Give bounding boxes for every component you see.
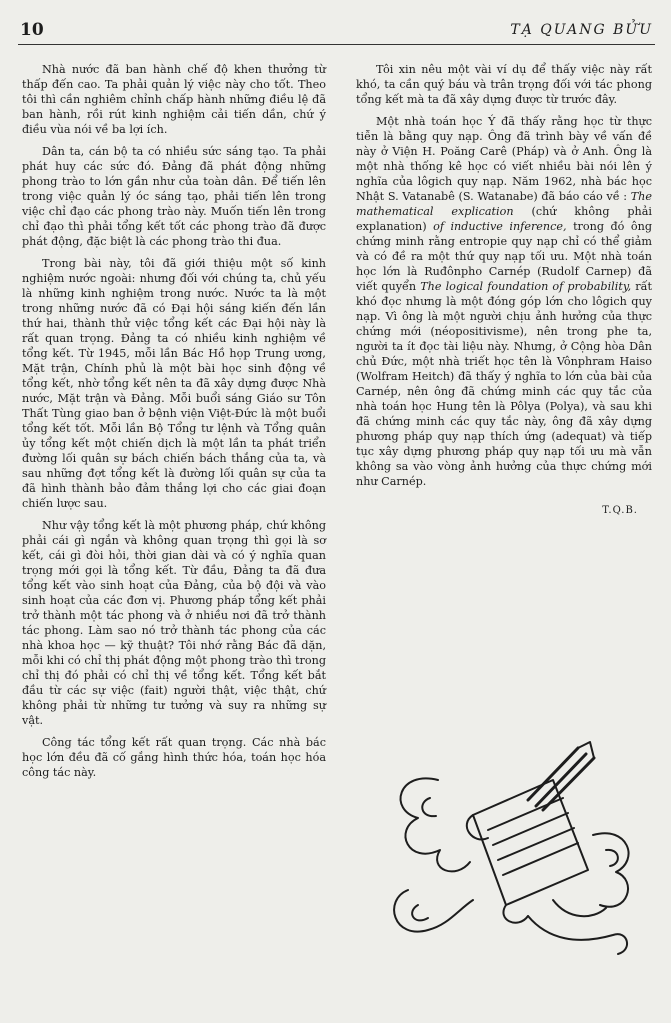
left-column — [22, 62, 326, 787]
ribbon — [553, 900, 606, 916]
cited-title: The mathematical explication — [356, 190, 652, 218]
text-run: Một nhà toán học Ý đã thấy rằng học từ thực tiễn là bằng quy nạp. Ông đã trình bày về vấn đề này ở Viện H. Poăng Carê (Pháp) và ở Anh. Ông là một nhà thống kê học có viết nhiều bài nói lên ý nghĩa của lôgich quy nạp. Năm 1962, nhà bác học Nhật S. Vatanabê (S. Watanabe) đã báo cáo về : — [356, 115, 652, 203]
paragraph: Nhà nước đã ban hành chế độ khen thưởng từ thấp đến cao. Ta phải quản lý việc này cho tốt. Theo tôi thì cần nghiêm chỉnh chấp hành những điều lệ đã ban hành, rồi rút kinh nghiệm cải tiến dần, chứ ý điều vùa nói về ba lợi ích. — [22, 63, 326, 136]
cloud-swirl-bottom-inner — [412, 905, 428, 920]
text-run: rất khó đọc nhưng là một đóng góp lớn cho lôgich quy nạp. Vì ông là một người chịu ảnh hưởng của thực chứng mới (néopositivisme), nên trong phe ta, người ta ít đọc tài liệu này. Nhưng, ở Cộng hòa Dân chủ Đức, một nhà triết học tên là Vônphram Haiso (Wolfram Heitch) đã thấy ý nghĩa to lớn của bài của Carnép, nên ông đã chứng minh các quy tắc của nhà toán học Hung tên là Pôlya (Polya), và sau khi đã chứng minh các quy tắc này, ông đã xây dựng phương pháp quy nạp thích ứng (adequat) và tiếp tục xây dựng phương pháp quy nạp tối ưu mà vẫn không sa vào vòng ảnh hưởng của thực chứng mới như Carnép. — [356, 280, 652, 488]
cloud-swirl-left-inner — [422, 798, 436, 816]
cited-title: The logical foundation of probability, — [420, 280, 632, 293]
paragraph: Trong bài này, tôi đã giới thiệu một số kinh nghiệm nước ngoài: nhưng đối với chúng ta, chủ yếu là những kinh nghiệm trong nước. Nước ta là một trong những nước đã có Đại hội sáng kiến đến lần thứ hai, thành thử việc tổng kết các Đại hội này là rất quan trọng. Đảng ta có nhiều kinh nghiệm về tổng kết. Từ 1945, mỗi lần Bác Hồ họp Trung ương, Mặt trận, Chính phủ là một bài học sinh động về tổng kết, nhờ tổng kết nên ta đã xây dựng được Nhà nước, Mặt trận và Đảng. Mỗi buổi sáng Giáo sư Tôn Thất Tùng giao ban ở bệnh viện Việt-Đức là một buổi tổng kết tốt. Mỗi lần Bộ Tổng tư lệnh và Tổng quân ủy tổng kết một chiến dịch là một lần ta phát triển đường lối quân sự bách chiến bách thắng của ta, và sau những đợt tổng kết là đường lối quân sự của ta đã hình thành bảo đảm thắng lợi cho các giai đoạn chiến lược sau. — [22, 257, 326, 510]
scroll-illustration — [378, 740, 648, 960]
cloud-swirl-right-inner — [606, 850, 618, 866]
paragraph — [356, 114, 652, 489]
cloud-swirl-right — [593, 833, 629, 907]
right-column — [356, 62, 652, 518]
header-rule — [18, 44, 655, 45]
paragraph: Tôi xin nêu một vài ví dụ để thấy việc này rất khó, ta cần quý báu và trân trọng đối với tác phong tổng kết mà ta đã xây dựng được từ trước đây. — [356, 63, 652, 106]
text-run: trong đó ông chứng minh rằng entropie quy nạp chỉ có thể giảm và có đề ra một thứ quy nạp tối ưu. Một nhà toán học lớn là Ruđônpho Carnép (Rudolf Carnep) đã viết quyển — [356, 220, 652, 293]
paragraph: Dân ta, cán bộ ta có nhiều sức sáng tạo. Ta phải phát huy các sức đó. Đảng đã phát động những phong trào to lớn gần như của toàn dân. Để tiến lên trong việc quản lý óc sáng tạo, phải tiến lên trong việc chỉ đạo các phong trào này. Muốn tiến lên trong chỉ đạo thì phải tổng kết tốt các phong trào đã được phát động, đặc biệt là các phong trào thi đua. — [22, 145, 326, 248]
page-number: 10 — [20, 20, 44, 40]
ribbon — [528, 916, 627, 954]
cited-title: of inductive inference, — [433, 220, 567, 233]
cloud-swirl-bottom-left — [394, 890, 473, 932]
scroll-edge — [503, 905, 528, 923]
paragraph: Như vậy tổng kết là một phương pháp, chứ không phải cái gì ngắn và không quan trọng thì gọi là sơ kết, cái gì đòi hỏi, thời gian dài và có ý nghĩa quan trọng mới gọi là tổng kết. Từ đầu, Đảng ta đã đưa tổng kết vào sinh hoạt của Đảng, của bộ đội và vào sinh hoạt của các đơn vị. Phương pháp tổng kết phải trở thành một tác phong và ở nhiều nơi đã trở thành tác phong. Làm sao nó trở thành tác phong của các nhà khoa học — kỹ thuật? Tôi nhớ rằng Bác đã dặn, mỗi khi có chỉ thị phát động một phong trào thì trong chỉ thị đó phải có chỉ thị về tổng kết. Tổng kết bắt đầu từ các sự việc (fait) người thật, việc thật, chứ không phải từ những tư tưởng và suy ra những sự vật. — [22, 519, 326, 727]
author-signature: T.Q.B. — [602, 505, 638, 516]
text-run: (chứ không phải explanation) — [356, 205, 652, 233]
cloud-swirl-left — [401, 778, 470, 871]
running-title: TẠ QUANG BỬU — [510, 22, 653, 38]
paragraph: Công tác tổng kết rất quan trọng. Các nhà bác học lớn đều đã cố gắng hình thức hóa, toán học hóa công tác này. — [22, 736, 326, 779]
